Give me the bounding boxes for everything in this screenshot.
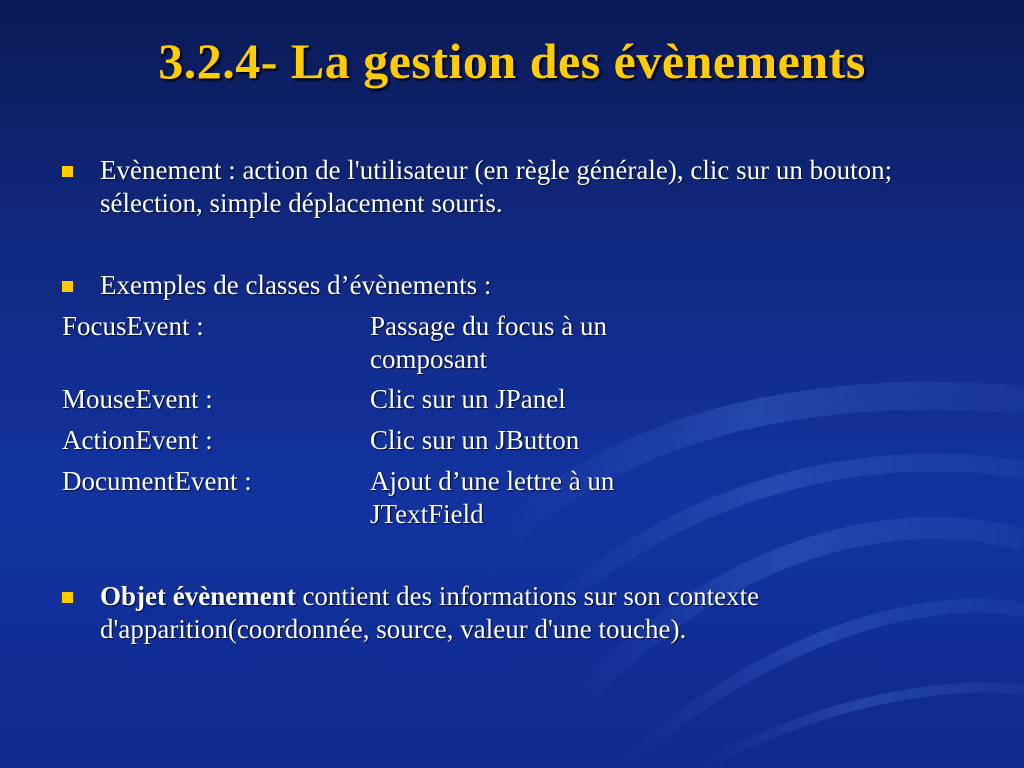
event-class-name: FocusEvent : [62, 311, 204, 341]
bullet-item-event-classes [62, 269, 962, 302]
bullet-item-event-object [62, 580, 962, 646]
bullet-text: Evènement : action de l'utilisateur (en règle générale), clic sur un bouton; sélection, simple déplacement souris. [100, 155, 893, 218]
bullet-text [100, 580, 962, 646]
bullet-bold-term: Objet évènement [100, 581, 296, 611]
slide-title: 3.2.4- La gestion des évènements [158, 33, 866, 89]
event-class-name: ActionEvent : [62, 425, 213, 455]
bullet-text: Exemples de classes d’évènements : [100, 270, 492, 300]
event-class-name: MouseEvent : [62, 384, 213, 414]
square-bullet-icon [62, 281, 73, 292]
bullet-item-event-definition [62, 154, 962, 220]
square-bullet-icon [62, 166, 73, 177]
event-class-description: Ajout d’une lettre à un JTextField [370, 466, 615, 529]
event-class-description: Passage du focus à un composant [370, 311, 607, 374]
bullet-rest-text: contient des informations sur son contexte d'apparition(coordonnée, source, valeur d'une touche). [100, 581, 760, 644]
event-class-name: DocumentEvent : [62, 466, 252, 496]
square-bullet-icon [62, 592, 73, 603]
event-class-description: Clic sur un JPanel [370, 384, 566, 414]
event-class-description: Clic sur un JButton [370, 425, 580, 455]
